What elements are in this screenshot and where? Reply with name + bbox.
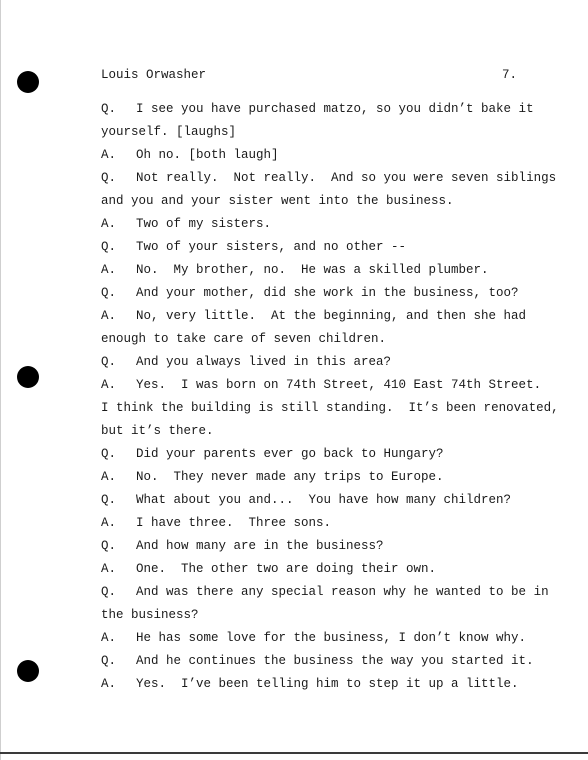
transcript-body [101,101,559,699]
line-text: And he continues the business the way you started it. [136,654,534,668]
transcript-line [101,446,521,469]
line-text: I think the building is still standing. It’s been renovated, [101,401,559,415]
transcript-line [101,423,521,446]
speaker-label: A. [101,677,117,691]
transcript-line [101,584,549,607]
binder-hole-middle [17,366,39,388]
line-text: I see you have purchased matzo, so you didn’t bake it [136,102,534,116]
line-text: Two of your sisters, and no other -- [136,240,407,254]
line-text: No, very little. At the beginning, and then she had [136,309,527,323]
line-text: Did your parents ever go back to Hungary? [136,447,444,461]
speaker-label: A. [101,516,117,530]
transcript-line [101,469,521,492]
binder-hole-top [17,71,39,93]
line-text: but it’s there. [101,424,214,438]
speaker-label: A. [101,263,117,277]
transcript-line [101,285,521,308]
line-text: One. The other two are doing their own. [136,562,437,576]
speaker-label: Q. [101,171,117,185]
page-header [101,68,517,84]
speaker-label: A. [101,378,117,392]
line-text: Yes. I was born on 74th Street, 410 East 74th Street. [136,378,542,392]
transcript-line [101,515,521,538]
speaker-label: A. [101,562,117,576]
binder-hole-bottom [17,660,39,682]
speaker-label: Q. [101,102,117,116]
line-text: Not really. Not really. And so you were seven siblings [136,171,557,185]
interviewee-name: Louis Orwasher [101,68,207,82]
line-text: What about you and... You have how many children? [136,493,512,507]
speaker-label: A. [101,631,117,645]
speaker-label: Q. [101,493,117,507]
line-text: and you and your sister went into the business. [101,194,454,208]
transcript-line [101,676,521,699]
speaker-label: Q. [101,447,117,461]
transcript-line [101,331,521,354]
line-text: enough to take care of seven children. [101,332,387,346]
line-text: yourself. [laughs] [101,125,237,139]
speaker-label: A. [101,309,117,323]
line-text: And was there any special reason why he wanted to be in [136,585,549,599]
speaker-label: A. [101,217,117,231]
line-text: And how many are in the business? [136,539,384,553]
transcript-line [101,216,521,239]
line-text: And your mother, did she work in the business, too? [136,286,519,300]
transcript-line [101,400,559,423]
transcript-line [101,193,521,216]
page-left-edge [0,0,1,760]
transcript-line [101,239,521,262]
line-text: I have three. Three sons. [136,516,332,530]
speaker-label: Q. [101,539,117,553]
page-bottom-edge [0,752,588,754]
speaker-label: Q. [101,654,117,668]
transcript-line [101,354,521,377]
transcript-line [101,607,521,630]
transcript-line [101,653,534,676]
transcript-line [101,492,521,515]
speaker-label: Q. [101,240,117,254]
transcript-line [101,101,534,124]
transcript-line [101,630,527,653]
line-text: the business? [101,608,199,622]
line-text: He has some love for the business, I don’t know why. [136,631,527,645]
transcript-line [101,538,521,561]
line-text: No. They never made any trips to Europe. [136,470,444,484]
line-text: And you always lived in this area? [136,355,392,369]
line-text: Two of my sisters. [136,217,272,231]
transcript-line [101,308,527,331]
page-number: 7. [501,68,517,82]
speaker-label: Q. [101,585,117,599]
line-text: Oh no. [both laugh] [136,148,279,162]
speaker-label: A. [101,148,117,162]
line-text: No. My brother, no. He was a skilled plumber. [136,263,489,277]
transcript-line [101,147,521,170]
speaker-label: Q. [101,355,117,369]
speaker-label: A. [101,470,117,484]
transcript-line [101,377,542,400]
line-text: Yes. I’ve been telling him to step it up a little. [136,677,519,691]
transcript-line [101,262,521,285]
speaker-label: Q. [101,286,117,300]
transcript-line [101,170,557,193]
transcript-line [101,124,521,147]
transcript-line [101,561,521,584]
